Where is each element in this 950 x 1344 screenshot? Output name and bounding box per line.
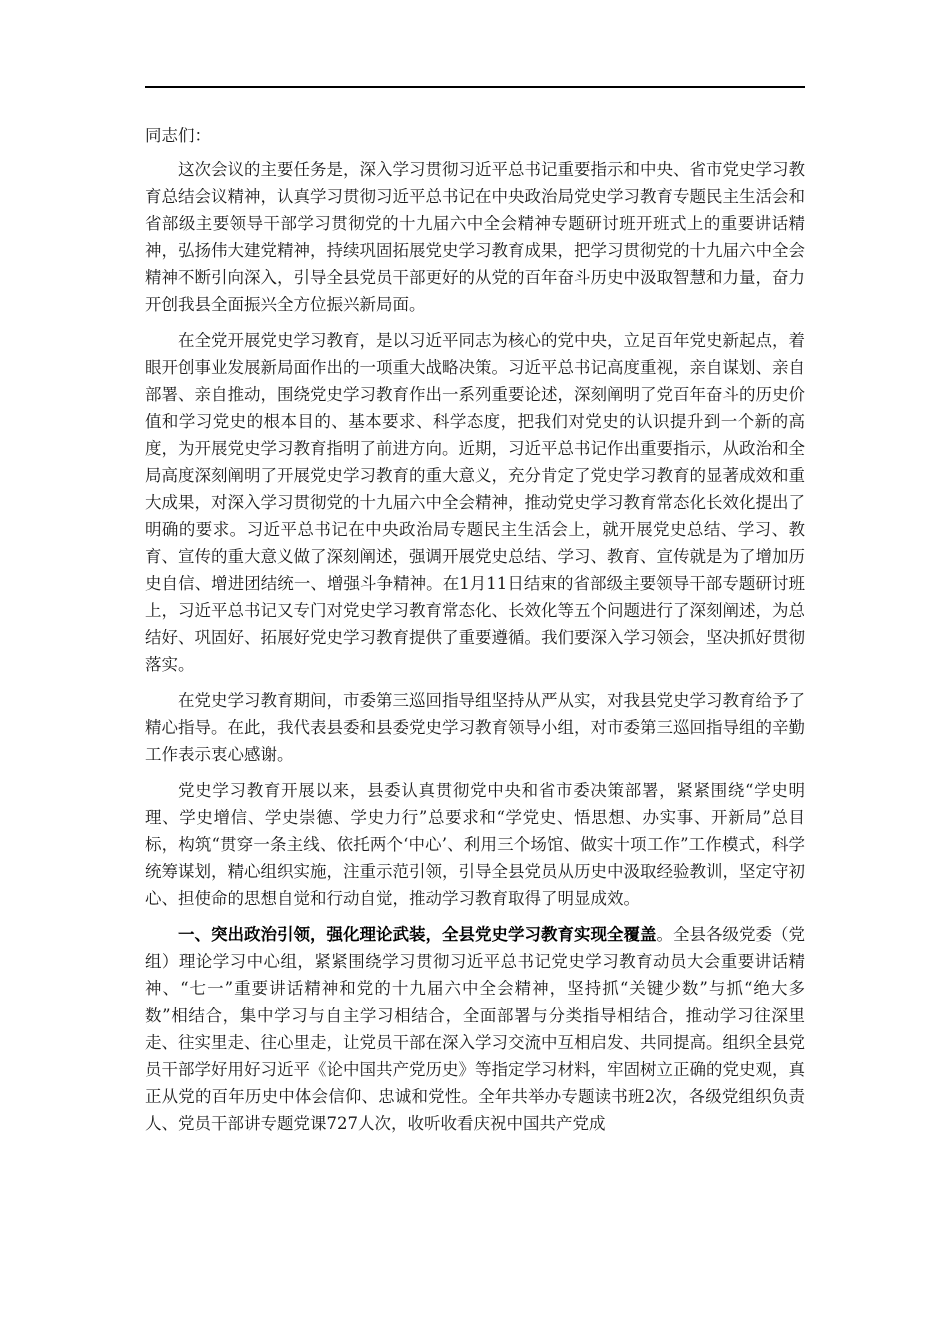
paragraph-5-text: 。全县各级党委（党组）理论学习中心组，紧紧围绕学习贯彻习近平总书记党史学习教育动员大会重要讲话精神、“七一”重要讲话精神和党的十九届六中全会精神，坚持抓“关键少数”与抓“绝大多数”相结合，集中学习与自主学习相结合，全面部署与分类指导相结合，推动学习往深里走、往实里走、往心里走，让党员干部在深入学习交流中互相启发、共同提高。组织全县党员干部学好用好习近平《论中国共产党历史》等指定学习材料，牢固树立正确的党史观，真正从党的百年历史中体会信仰、忠诚和党性。全年共举办专题读书班2次，各级党组织负责人、党员干部讲专题党课727人次，收听收看庆祝中国共产党成: [145, 925, 805, 1133]
header-rule: [145, 86, 805, 88]
paragraph-2: 在全党开展党史学习教育，是以习近平同志为核心的党中央，立足百年党史新起点，着眼开创事业发展新局面作出的一项重大战略决策。习近平总书记高度重视，亲自谋划、亲自部署、亲自推动，围绕党史学习教育作出一系列重要论述，深刻阐明了党百年奋斗的历史价值和学习党史的根本目的、基本要求、科学态度，把我们对党史的认识提升到一个新的高度，为开展党史学习教育指明了前进方向。近期，习近平总书记作出重要指示，从政治和全局高度深刻阐明了开展党史学习教育的重大意义，充分肯定了党史学习教育的显著成效和重大成果，对深入学习贯彻党的十九届六中全会精神，推动党史学习教育常态化长效化提出了明确的要求。习近平总书记在中央政治局专题民主生活会上，就开展党史总结、学习、教育、宣传的重大意义做了深刻阐述，强调开展党史总结、学习、教育、宣传就是为了增加历史自信、增进团结统一、增强斗争精神。在1月11日结束的省部级主要领导干部专题研讨班上，习近平总书记又专门对党史学习教育常态化、长效化等五个问题进行了深刻阐述，为总结好、巩固好、拓展好党史学习教育提供了重要遵循。我们要深入学习领会，坚决抓好贯彻落实。: [145, 331, 805, 674]
paragraph-4: 党史学习教育开展以来，县委认真贯彻党中央和省市委决策部署，紧紧围绕“学史明理、学史增信、学史崇德、学史力行”总要求和“学党史、悟思想、办实事、开新局”总目标，构筑“贯穿一条主线、依托两个‘中心’、利用三个场馆、做实十项工作”工作模式，科学统筹谋划，精心组织实施，注重示范引领，引导全县党员从历史中汲取经验教训，坚定守初心、担使命的思想自觉和行动自觉，推动学习教育取得了明显成效。: [145, 781, 805, 908]
section-heading-1: 一、突出政治引领，强化理论武装，全县党史学习教育实现全覆盖: [178, 925, 657, 944]
paragraph-5: [145, 921, 805, 1137]
paragraph-1: 这次会议的主要任务是，深入学习贯彻习近平总书记重要指示和中央、省市党史学习教育总结会议精神，认真学习贯彻习近平总书记在中央政治局党史学习教育专题民主生活会和省部级主要领导干部学习贯彻党的十九届六中全会精神专题研讨班开班式上的重要讲话精神，弘扬伟大建党精神，持续巩固拓展党史学习教育成果，把学习贯彻党的十九届六中全会精神不断引向深入，引导全县党员干部更好的从党的百年奋斗历史中汲取智慧和力量，奋力开创我县全面振兴全方位振兴新局面。: [145, 160, 805, 314]
greeting: 同志们：: [145, 126, 211, 145]
document-body: [145, 122, 805, 1146]
paragraph-3: 在党史学习教育期间，市委第三巡回指导组坚持从严从实，对我县党史学习教育给予了精心指导。在此，我代表县委和县委党史学习教育领导小组，对市委第三巡回指导组的辛勤工作表示衷心感谢。: [145, 691, 805, 764]
